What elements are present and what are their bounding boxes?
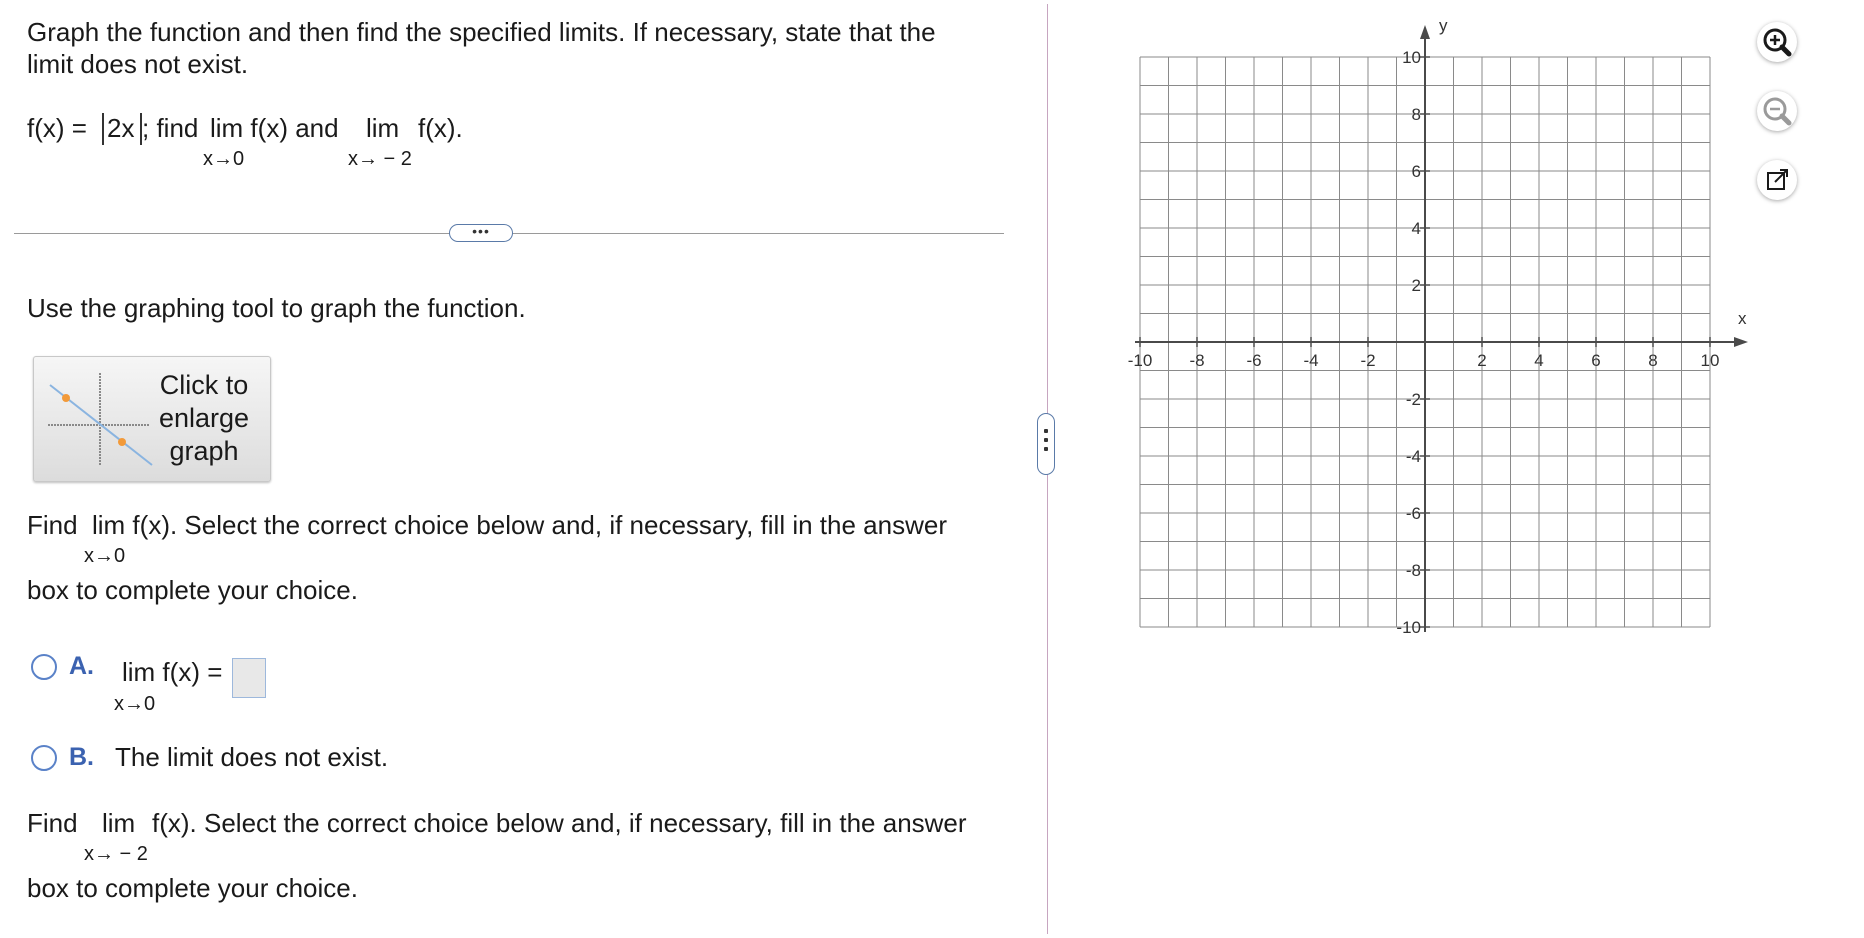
y-tick-label: -10	[1396, 618, 1421, 637]
limit-2-fx: f(x).	[418, 113, 463, 143]
y-tick-label: -8	[1405, 561, 1421, 580]
part2-fx-text: f(x). Select the correct choice below and, if necessary, fill in the answer	[152, 808, 967, 838]
show-more-button[interactable]: •••	[449, 224, 513, 242]
limit-1-subscript: x→0	[203, 148, 245, 170]
x-tick-label: -2	[1360, 351, 1376, 370]
x-tick-label: -4	[1303, 351, 1319, 370]
choice-b-text: The limit does not exist.	[115, 742, 389, 772]
part2-line-2: box to complete your choice.	[27, 873, 358, 903]
y-tick-label: 2	[1411, 276, 1421, 295]
part2-find: Find	[27, 808, 78, 838]
graph-instruction: Use the graphing tool to graph the function.	[27, 293, 526, 323]
popout-icon	[1757, 160, 1797, 200]
x-tick-label: 8	[1648, 351, 1658, 370]
x-tick-label: 2	[1477, 351, 1487, 370]
choice-a-subscript: x→0	[114, 693, 156, 715]
zoom-in-button[interactable]	[1757, 22, 1797, 62]
x-tick-label: -6	[1246, 351, 1262, 370]
graph-thumbnail-icon	[42, 365, 152, 475]
y-axis-arrow	[1420, 25, 1430, 39]
part1-subscript: x→0	[84, 545, 126, 567]
y-tick-label: -4	[1405, 447, 1421, 466]
part1-lim-text: lim f(x). Select the correct choice below and, if necessary, fill in the answer	[92, 510, 947, 540]
zoom-in-icon	[1757, 22, 1797, 62]
enlarge-graph-label: Click to enlarge graph	[158, 370, 250, 466]
x-tick-label: 6	[1591, 351, 1601, 370]
choice-a-letter: A.	[69, 652, 94, 680]
limit-2-subscript: x→ − 2	[348, 148, 412, 170]
instruction-line-1: Graph the function and then find the specified limits. If necessary, state that the	[27, 17, 936, 47]
zoom-out-icon	[1757, 91, 1797, 131]
y-tick-label: 8	[1411, 105, 1421, 124]
choice-a-answer-input[interactable]	[232, 658, 266, 698]
enlarge-graph-button[interactable]	[33, 356, 271, 482]
choice-b-radio[interactable]	[31, 745, 57, 771]
part1-line-2: box to complete your choice.	[27, 575, 358, 605]
function-abs-content: 2x	[107, 113, 135, 143]
x-axis-arrow	[1734, 337, 1748, 347]
limit-1-expression: lim f(x) and	[210, 113, 339, 143]
x-tick-label: 10	[1700, 351, 1720, 370]
function-prefix: f(x) =	[27, 113, 87, 143]
popout-button[interactable]	[1757, 160, 1797, 200]
choice-a-lim: lim f(x) =	[122, 657, 223, 687]
instruction-line-2: limit does not exist.	[27, 49, 249, 79]
x-tick-label: -8	[1189, 351, 1205, 370]
function-find: ; find	[142, 113, 199, 143]
x-tick-label: 4	[1534, 351, 1544, 370]
part2-lim: lim	[102, 808, 136, 838]
y-tick-label: 10	[1402, 48, 1421, 67]
pane-splitter-handle[interactable]	[1037, 413, 1055, 475]
part1-find: Find	[27, 510, 78, 540]
choice-a-radio[interactable]	[31, 654, 57, 680]
y-axis-label: y	[1439, 16, 1448, 35]
zoom-out-button[interactable]	[1757, 91, 1797, 131]
y-tick-label: 4	[1411, 219, 1421, 238]
limit-2-lim: lim	[366, 113, 400, 143]
choice-b-letter: B.	[69, 743, 94, 771]
part2-subscript: x→ − 2	[84, 843, 148, 865]
y-tick-label: -6	[1405, 504, 1421, 523]
y-tick-label: 6	[1411, 162, 1421, 181]
x-tick-label: -10	[1127, 351, 1153, 370]
coordinate-graph[interactable]	[1120, 15, 1747, 675]
y-tick-label: -2	[1405, 390, 1421, 409]
x-axis-label: x	[1738, 309, 1747, 328]
